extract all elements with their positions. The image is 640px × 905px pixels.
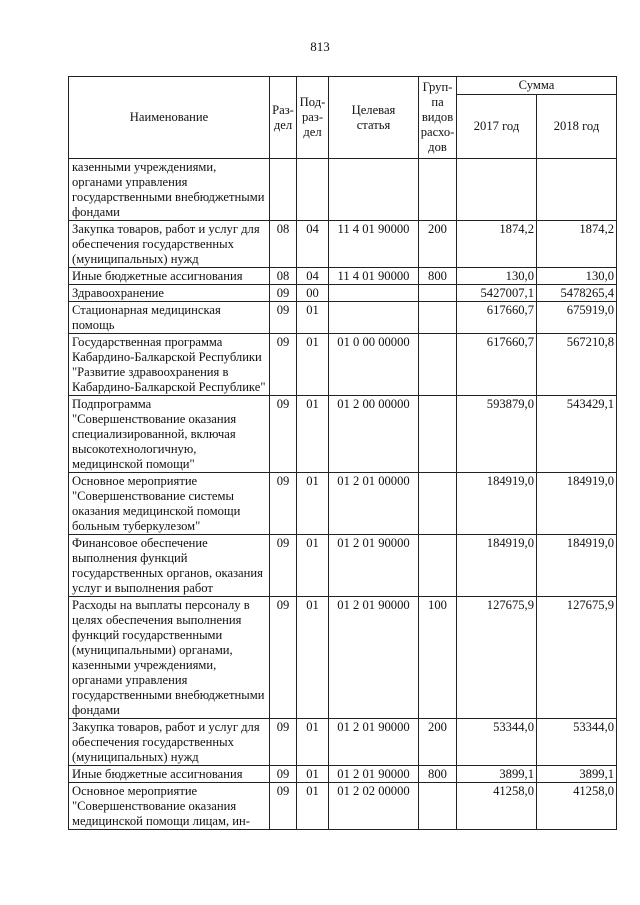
row-razdel: 08	[270, 221, 297, 268]
table-row	[69, 535, 617, 597]
row-target	[329, 302, 419, 334]
row-target: 11 4 01 90000	[329, 268, 419, 285]
row-target	[329, 285, 419, 302]
row-target: 01 2 00 00000	[329, 396, 419, 473]
header-sum: Сумма	[457, 77, 617, 95]
row-group: 800	[419, 766, 457, 783]
row-sum-2017: 617660,7	[457, 334, 537, 396]
row-podrazdel: 01	[297, 396, 329, 473]
row-sum-2017: 53344,0	[457, 719, 537, 766]
row-razdel: 09	[270, 766, 297, 783]
row-group	[419, 285, 457, 302]
row-podrazdel	[297, 159, 329, 221]
row-target: 01 2 01 90000	[329, 597, 419, 719]
row-razdel: 09	[270, 334, 297, 396]
row-sum-2018: 675919,0	[537, 302, 617, 334]
row-name: Иные бюджетные ассигнования	[69, 268, 270, 285]
row-podrazdel: 01	[297, 473, 329, 535]
header-target: Целевая статья	[329, 77, 419, 159]
row-razdel: 09	[270, 719, 297, 766]
row-sum-2018	[537, 159, 617, 221]
row-sum-2017: 184919,0	[457, 473, 537, 535]
row-sum-2017: 41258,0	[457, 783, 537, 830]
row-podrazdel: 01	[297, 597, 329, 719]
header-razdel: Раз- дел	[270, 77, 297, 159]
row-podrazdel: 04	[297, 268, 329, 285]
row-razdel: 09	[270, 285, 297, 302]
table-row	[69, 473, 617, 535]
row-group	[419, 473, 457, 535]
budget-table	[68, 76, 617, 830]
row-podrazdel: 01	[297, 719, 329, 766]
row-sum-2018: 53344,0	[537, 719, 617, 766]
row-group	[419, 159, 457, 221]
row-sum-2017: 127675,9	[457, 597, 537, 719]
row-group: 100	[419, 597, 457, 719]
row-group: 200	[419, 221, 457, 268]
table-row	[69, 783, 617, 830]
row-sum-2017: 1874,2	[457, 221, 537, 268]
row-razdel	[270, 159, 297, 221]
table-row	[69, 597, 617, 719]
row-sum-2018: 130,0	[537, 268, 617, 285]
row-sum-2018: 127675,9	[537, 597, 617, 719]
row-sum-2018: 1874,2	[537, 221, 617, 268]
header-podrazdel: Под- раз- дел	[297, 77, 329, 159]
row-target: 01 0 00 00000	[329, 334, 419, 396]
row-podrazdel: 01	[297, 302, 329, 334]
table-row	[69, 719, 617, 766]
row-sum-2017: 184919,0	[457, 535, 537, 597]
row-razdel: 09	[270, 473, 297, 535]
row-name: казенными учреждениями, органами управления государственными внебюджетными фондами	[69, 159, 270, 221]
row-group	[419, 396, 457, 473]
row-razdel: 09	[270, 302, 297, 334]
header-year-2017: 2017 год	[457, 95, 537, 159]
header-name: Наименование	[69, 77, 270, 159]
row-name: Подпрограмма "Совершенствование оказания специализированной, включая высокотехнологичную, медицинской помощи"	[69, 396, 270, 473]
table-row	[69, 268, 617, 285]
row-sum-2017: 130,0	[457, 268, 537, 285]
row-group: 200	[419, 719, 457, 766]
row-target: 01 2 01 00000	[329, 473, 419, 535]
table-row	[69, 766, 617, 783]
row-sum-2017: 5427007,1	[457, 285, 537, 302]
row-target	[329, 159, 419, 221]
row-sum-2018: 5478265,4	[537, 285, 617, 302]
row-name: Здравоохранение	[69, 285, 270, 302]
row-sum-2018: 184919,0	[537, 535, 617, 597]
row-razdel: 09	[270, 396, 297, 473]
table-row	[69, 221, 617, 268]
row-name: Финансовое обеспечение выполнения функций государственных органов, оказания услуг и выполнения работ	[69, 535, 270, 597]
row-group	[419, 302, 457, 334]
row-name: Закупка товаров, работ и услуг для обеспечения государственных (муниципальных) нужд	[69, 719, 270, 766]
header-year-2018: 2018 год	[537, 95, 617, 159]
row-sum-2017: 617660,7	[457, 302, 537, 334]
row-razdel: 08	[270, 268, 297, 285]
row-podrazdel: 01	[297, 334, 329, 396]
row-razdel: 09	[270, 535, 297, 597]
table-row	[69, 396, 617, 473]
row-group	[419, 334, 457, 396]
row-group	[419, 535, 457, 597]
row-razdel: 09	[270, 783, 297, 830]
row-target: 11 4 01 90000	[329, 221, 419, 268]
row-sum-2017: 3899,1	[457, 766, 537, 783]
row-name: Расходы на выплаты персоналу в целях обеспечения выполнения функций государственными (муниципальными) органами, казенными учреждениями, органами управления государственными внебюджетными фондами	[69, 597, 270, 719]
row-podrazdel: 01	[297, 766, 329, 783]
row-podrazdel: 00	[297, 285, 329, 302]
table-header	[69, 77, 617, 159]
row-name: Стационарная медицинская помощь	[69, 302, 270, 334]
row-target: 01 2 02 00000	[329, 783, 419, 830]
row-podrazdel: 01	[297, 783, 329, 830]
table-row	[69, 159, 617, 221]
table-row	[69, 334, 617, 396]
row-razdel: 09	[270, 597, 297, 719]
row-group: 800	[419, 268, 457, 285]
header-group: Груп- па видов расхо- дов	[419, 77, 457, 159]
row-sum-2017: 593879,0	[457, 396, 537, 473]
row-podrazdel: 01	[297, 535, 329, 597]
row-sum-2018: 184919,0	[537, 473, 617, 535]
row-sum-2018: 41258,0	[537, 783, 617, 830]
row-name: Государственная программа Кабардино-Балкарской Республики "Развитие здравоохранения в Кабардино-Балкарской Республике"	[69, 334, 270, 396]
row-target: 01 2 01 90000	[329, 535, 419, 597]
page-number: 813	[310, 39, 330, 54]
row-sum-2017	[457, 159, 537, 221]
table-row	[69, 302, 617, 334]
row-name: Основное мероприятие "Совершенствование оказания медицинской помощи лицам, ин-	[69, 783, 270, 830]
table-row	[69, 285, 617, 302]
row-group	[419, 783, 457, 830]
table-body	[69, 159, 617, 830]
row-name: Основное мероприятие "Совершенствование системы оказания медицинской помощи больным туберкулезом"	[69, 473, 270, 535]
row-sum-2018: 543429,1	[537, 396, 617, 473]
row-name: Иные бюджетные ассигнования	[69, 766, 270, 783]
row-podrazdel: 04	[297, 221, 329, 268]
row-target: 01 2 01 90000	[329, 719, 419, 766]
row-sum-2018: 567210,8	[537, 334, 617, 396]
row-target: 01 2 01 90000	[329, 766, 419, 783]
row-sum-2018: 3899,1	[537, 766, 617, 783]
row-name: Закупка товаров, работ и услуг для обеспечения государственных (муниципальных) нужд	[69, 221, 270, 268]
